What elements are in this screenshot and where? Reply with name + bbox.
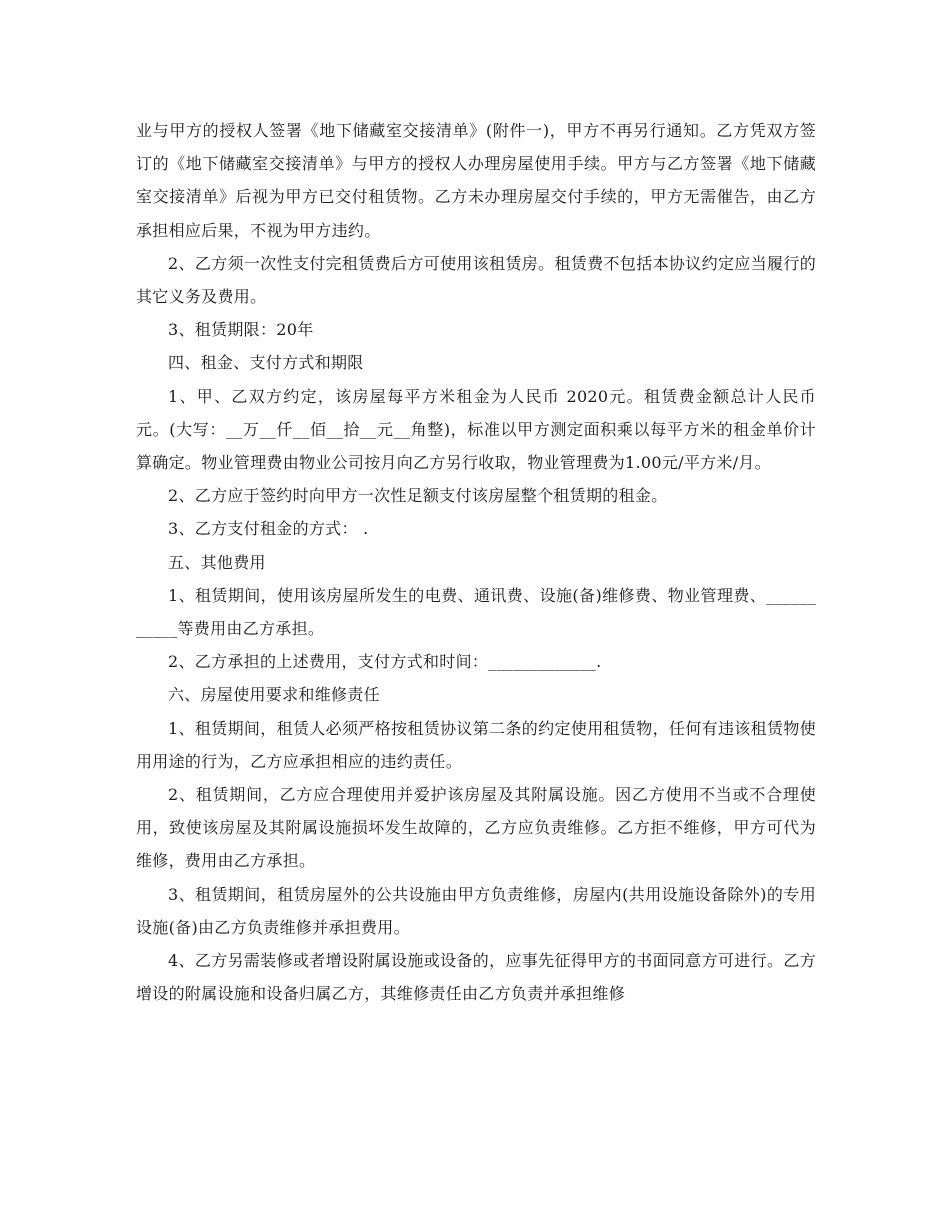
paragraph-fees-payment: 2、乙方承担的上述费用，支付方式和时间：_____________.	[168, 652, 602, 672]
paragraph-rent-full-payment: 2、乙方应于签约时向甲方一次性足额支付该房屋整个租赁期的租金。	[168, 486, 668, 506]
paragraph-use-requirements: 1、租赁期间，租赁人必须严格按租赁协议第二条的约定使用租赁物，任何有违该租赁物使用用途的行为，乙方应承担相应的违约责任。	[136, 718, 816, 771]
paragraph-renovation: 4、乙方另需装修或者增设附属设施或设备的，应事先征得甲方的书面同意方可进行。乙方增设的附属设施和设备归属乙方，其维修责任由乙方负责并承担维修	[136, 951, 816, 1004]
paragraph-reasonable-use: 2、租赁期间，乙方应合理使用并爱护该房屋及其附属设施。因乙方使用不当或不合理使用，致使该房屋及其附属设施损坏发生故障的，乙方应负责维修。乙方拒不维修，甲方可代为维修，费用由乙方承担。	[136, 785, 816, 871]
paragraph-lease-term: 3、租赁期限：20年	[168, 320, 314, 340]
section-heading-use-maintenance: 六、房屋使用要求和维修责任	[168, 685, 380, 705]
paragraph-public-facilities: 3、租赁期间，租赁房屋外的公共设施由甲方负责维修，房屋内(共用设施设备除外)的专用设施(备)由乙方负责维修并承担费用。	[136, 884, 816, 937]
paragraph-rent-payment-once: 2、乙方须一次性支付完租赁费后方可使用该租赁房。租赁费不包括本协议约定应当履行的其它义务及费用。	[136, 253, 816, 307]
paragraph-rent-amount: 1、甲、乙双方约定，该房屋每平方米租金为人民币 2020元。租赁费金额总计人民币 元。(大写：__万__仟__佰__拾__元__角整)，标准以甲方测定面积乘以每平方米的租金单价计算确定。物业管理费由物业公司按月向乙方另行收取，物业管理费为1.00元/平方米/月。	[136, 386, 816, 473]
document-body	[136, 114, 816, 1010]
paragraph-payment-method: 3、乙方支付租金的方式： .	[168, 519, 369, 539]
paragraph-fees-borne: 1、租赁期间，使用该房屋所发生的电费、通讯费、设施(备)维修费、物业管理费、___________等费用由乙方承担。	[136, 585, 816, 639]
section-heading-other-fees: 五、其他费用	[168, 552, 266, 572]
paragraph-continuation: 业与甲方的授权人签署《地下储藏室交接清单》(附件一)，甲方不再另行通知。乙方凭双方签订的《地下储藏室交接清单》与甲方的授权人办理房屋使用手续。甲方与乙方签署《地下储藏室交接清单》后视为甲方已交付租赁物。乙方未办理房屋交付手续的，甲方无需催告，由乙方承担相应后果，不视为甲方违约。	[136, 121, 816, 240]
section-heading-rent: 四、租金、支付方式和期限	[168, 353, 364, 373]
